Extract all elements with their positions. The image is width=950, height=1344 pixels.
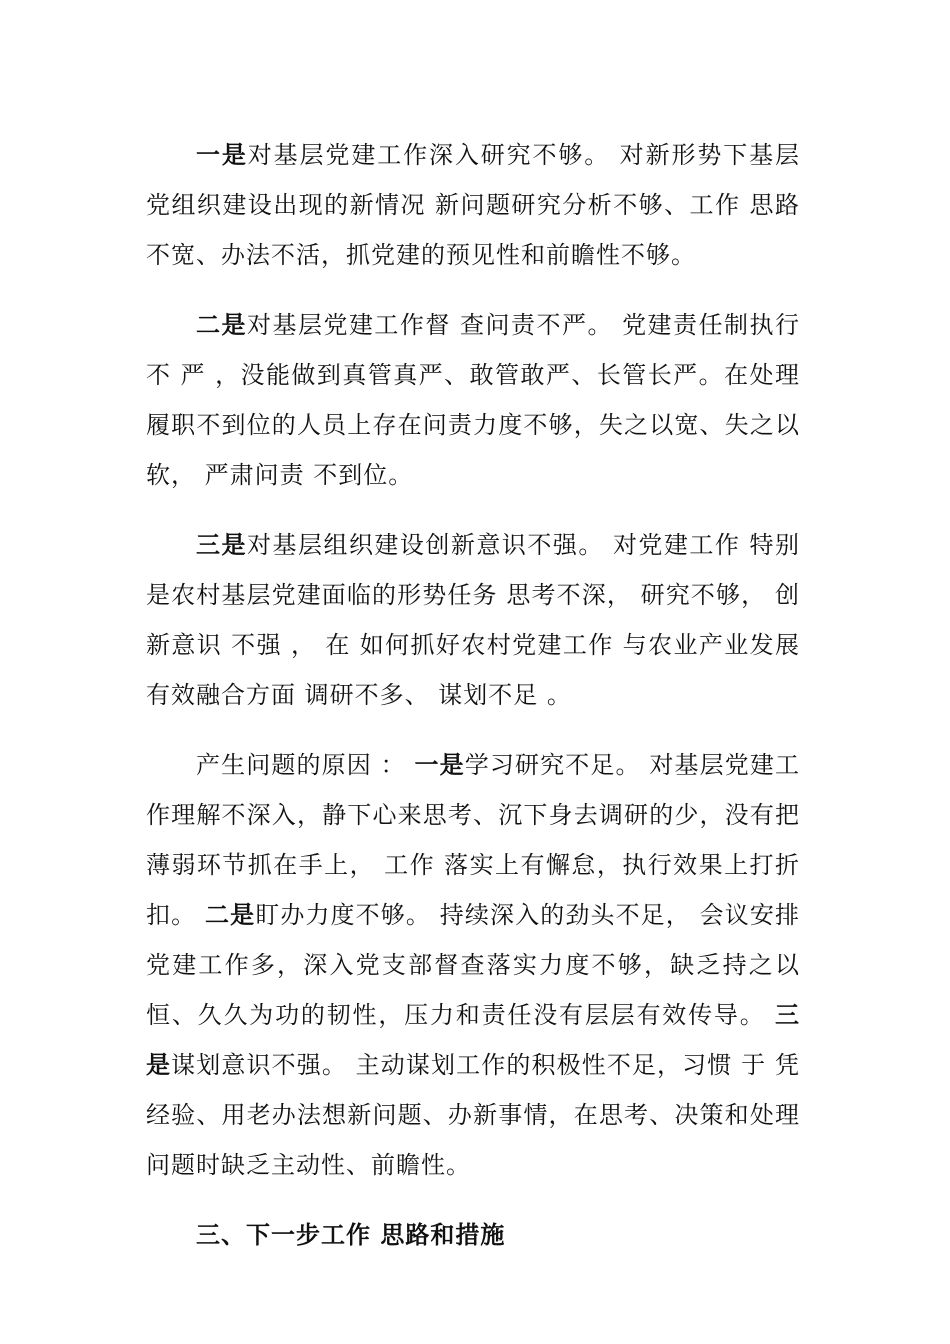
- paragraph-4-text-1: 学习研究不足。 对基层党建工作理解不深入，静下心来思考、沉下身去调研的少，没有把薄弱环节抓在手上， 工作 落实上有懈怠，执行效果上打折扣。: [146, 751, 800, 929]
- paragraph-2-lead: 二是: [196, 310, 247, 339]
- paragraph-3-text: 对基层组织建设创新意识不强。 对党建工作 特别是农村基层党建面临的形势任务 思考不深， 研究不够， 创新意识 不强 ， 在 如何抓好农村党建工作 与农业产业发展有效融合方面 调研不多、 谋划不足 。: [146, 531, 800, 709]
- paragraph-4-prefix: 产生问题的原因 ：: [196, 751, 415, 779]
- paragraph-3-lead: 三是: [196, 530, 247, 559]
- section-heading: 三、下一步工作 思路和措施: [196, 1220, 506, 1249]
- paragraph-4-lead-3: 三是: [146, 1000, 800, 1079]
- paragraph-4-text-2: 盯办力度不够。 持续深入的劲头不足， 会议安排党建工作多，深入党支部督查落实力度不够，缺乏持之以恒、久久为功的韧性，压力和责任没有层层有效传导。: [146, 901, 800, 1029]
- paragraph-1-lead: 一是: [196, 140, 248, 169]
- paragraph-3: [146, 520, 800, 720]
- paragraph-4-lead-2: 二是: [204, 900, 256, 929]
- paragraph-4-text-3: 谋划意识不强。 主动谋划工作的积极性不足，习惯 于 凭经验、用老办法想新问题、办新事情，在思考、决策和处理问题时缺乏主动性、前瞻性。: [146, 1051, 801, 1179]
- paragraph-2-text: 对基层党建工作督 查问责不严。 党建责任制执行不 严 ，没能做到真管真严、敢管敢严、长管长严。在处理履职不到位的人员上存在问责力度不够，失之以宽、失之以软， 严肃问责 不到位。: [146, 311, 800, 489]
- paragraph-4-lead-1: 一是: [414, 750, 465, 779]
- document-body: [146, 130, 800, 1260]
- paragraph-1: [146, 130, 800, 280]
- paragraph-4: [146, 740, 800, 1190]
- paragraph-1-text: 对基层党建工作深入研究不够。 对新形势下基层党组织建设出现的新情况 新问题研究分析不够、工作 思路不宽、办法不活，抓党建的预见性和前瞻性不够。: [146, 141, 800, 269]
- paragraph-2: [146, 300, 800, 500]
